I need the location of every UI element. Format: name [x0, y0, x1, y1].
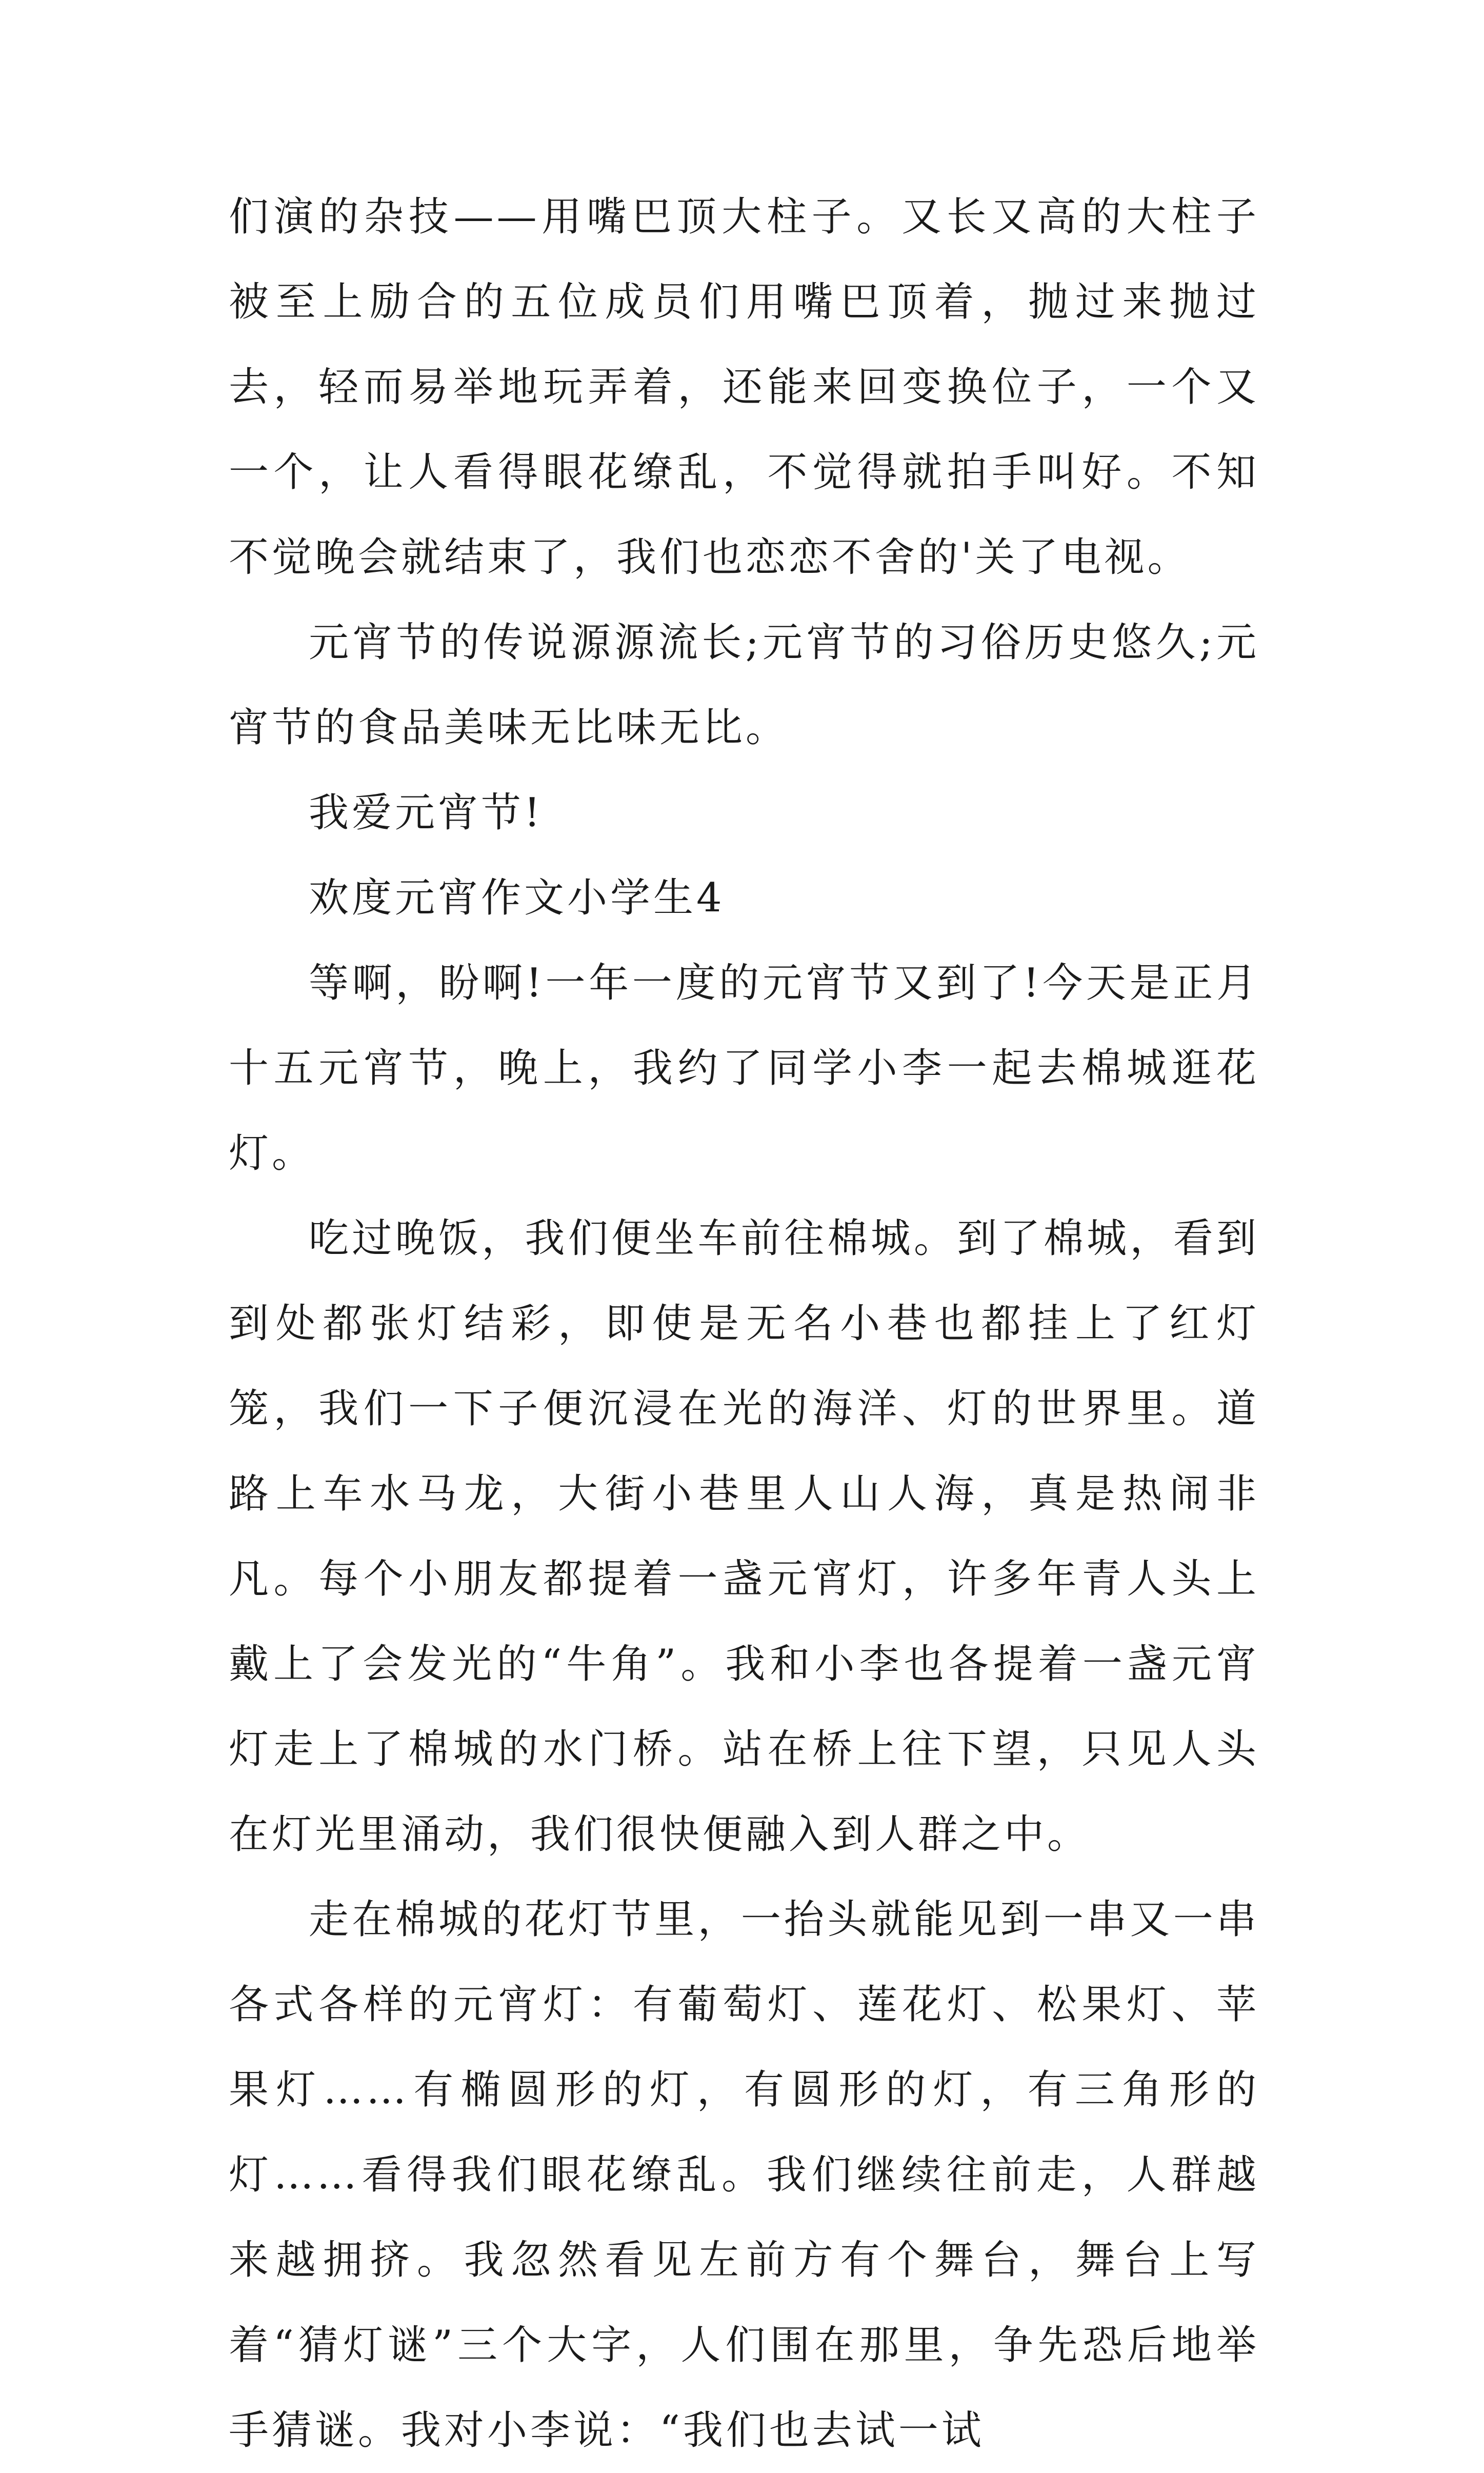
paragraph: 们演的杂技——用嘴巴顶大柱子。又长又高的大柱子被至上励合的五位成员们用嘴巴顶着，抛过来抛过去，轻而易举地玩弄着，还能来回变换位子，一个又一个，让人看得眼花缭乱，不觉得就拍手叫好。不知不觉晚会就结束了，我们也恋恋不舍的'关了电视。	[229, 194, 1259, 581]
section-heading: 欢度元宵作文小学生4	[309, 875, 725, 921]
paragraph: 元宵节的传说源源流长;元宵节的习俗历史悠久;元宵节的食品美味无比味无比。	[229, 620, 1259, 751]
paragraph: 吃过晚饭，我们便坐车前往棉城。到了棉城，看到到处都张灯结彩，即使是无名小巷也都挂上了红灯笼，我们一下子便沉浸在光的海洋、灯的世界里。道路上车水马龙，大街小巷里人山人海，真是热闹非凡。每个小朋友都提着一盏元宵灯，许多年青人头上戴上了会发光的“牛角”。我和小李也各提着一盏元宵灯走上了棉城的水门桥。站在桥上往下望，只见人头在灯光里涌动，我们很快便融入到人群之中。	[229, 1215, 1259, 1858]
paragraph: 等啊，盼啊!一年一度的元宵节又到了!今天是正月十五元宵节，晚上，我约了同学小李一起去棉城逛花灯。	[229, 960, 1259, 1176]
paragraph: 走在棉城的花灯节里，一抬头就能见到一串又一串各式各样的元宵灯：有葡萄灯、莲花灯、松果灯、苹果灯……有椭圆形的灯，有圆形的灯，有三角形的灯……看得我们眼花缭乱。我们继续往前走，人群越来越拥挤。我忽然看见左前方有个舞台，舞台上写着“猜灯谜”三个大字，人们围在那里，争先恐后地举手猜谜。我对小李说：“我们也去试一试	[229, 1897, 1259, 2454]
paragraph: 我爱元宵节!	[309, 790, 544, 836]
article-body	[229, 174, 1259, 2473]
